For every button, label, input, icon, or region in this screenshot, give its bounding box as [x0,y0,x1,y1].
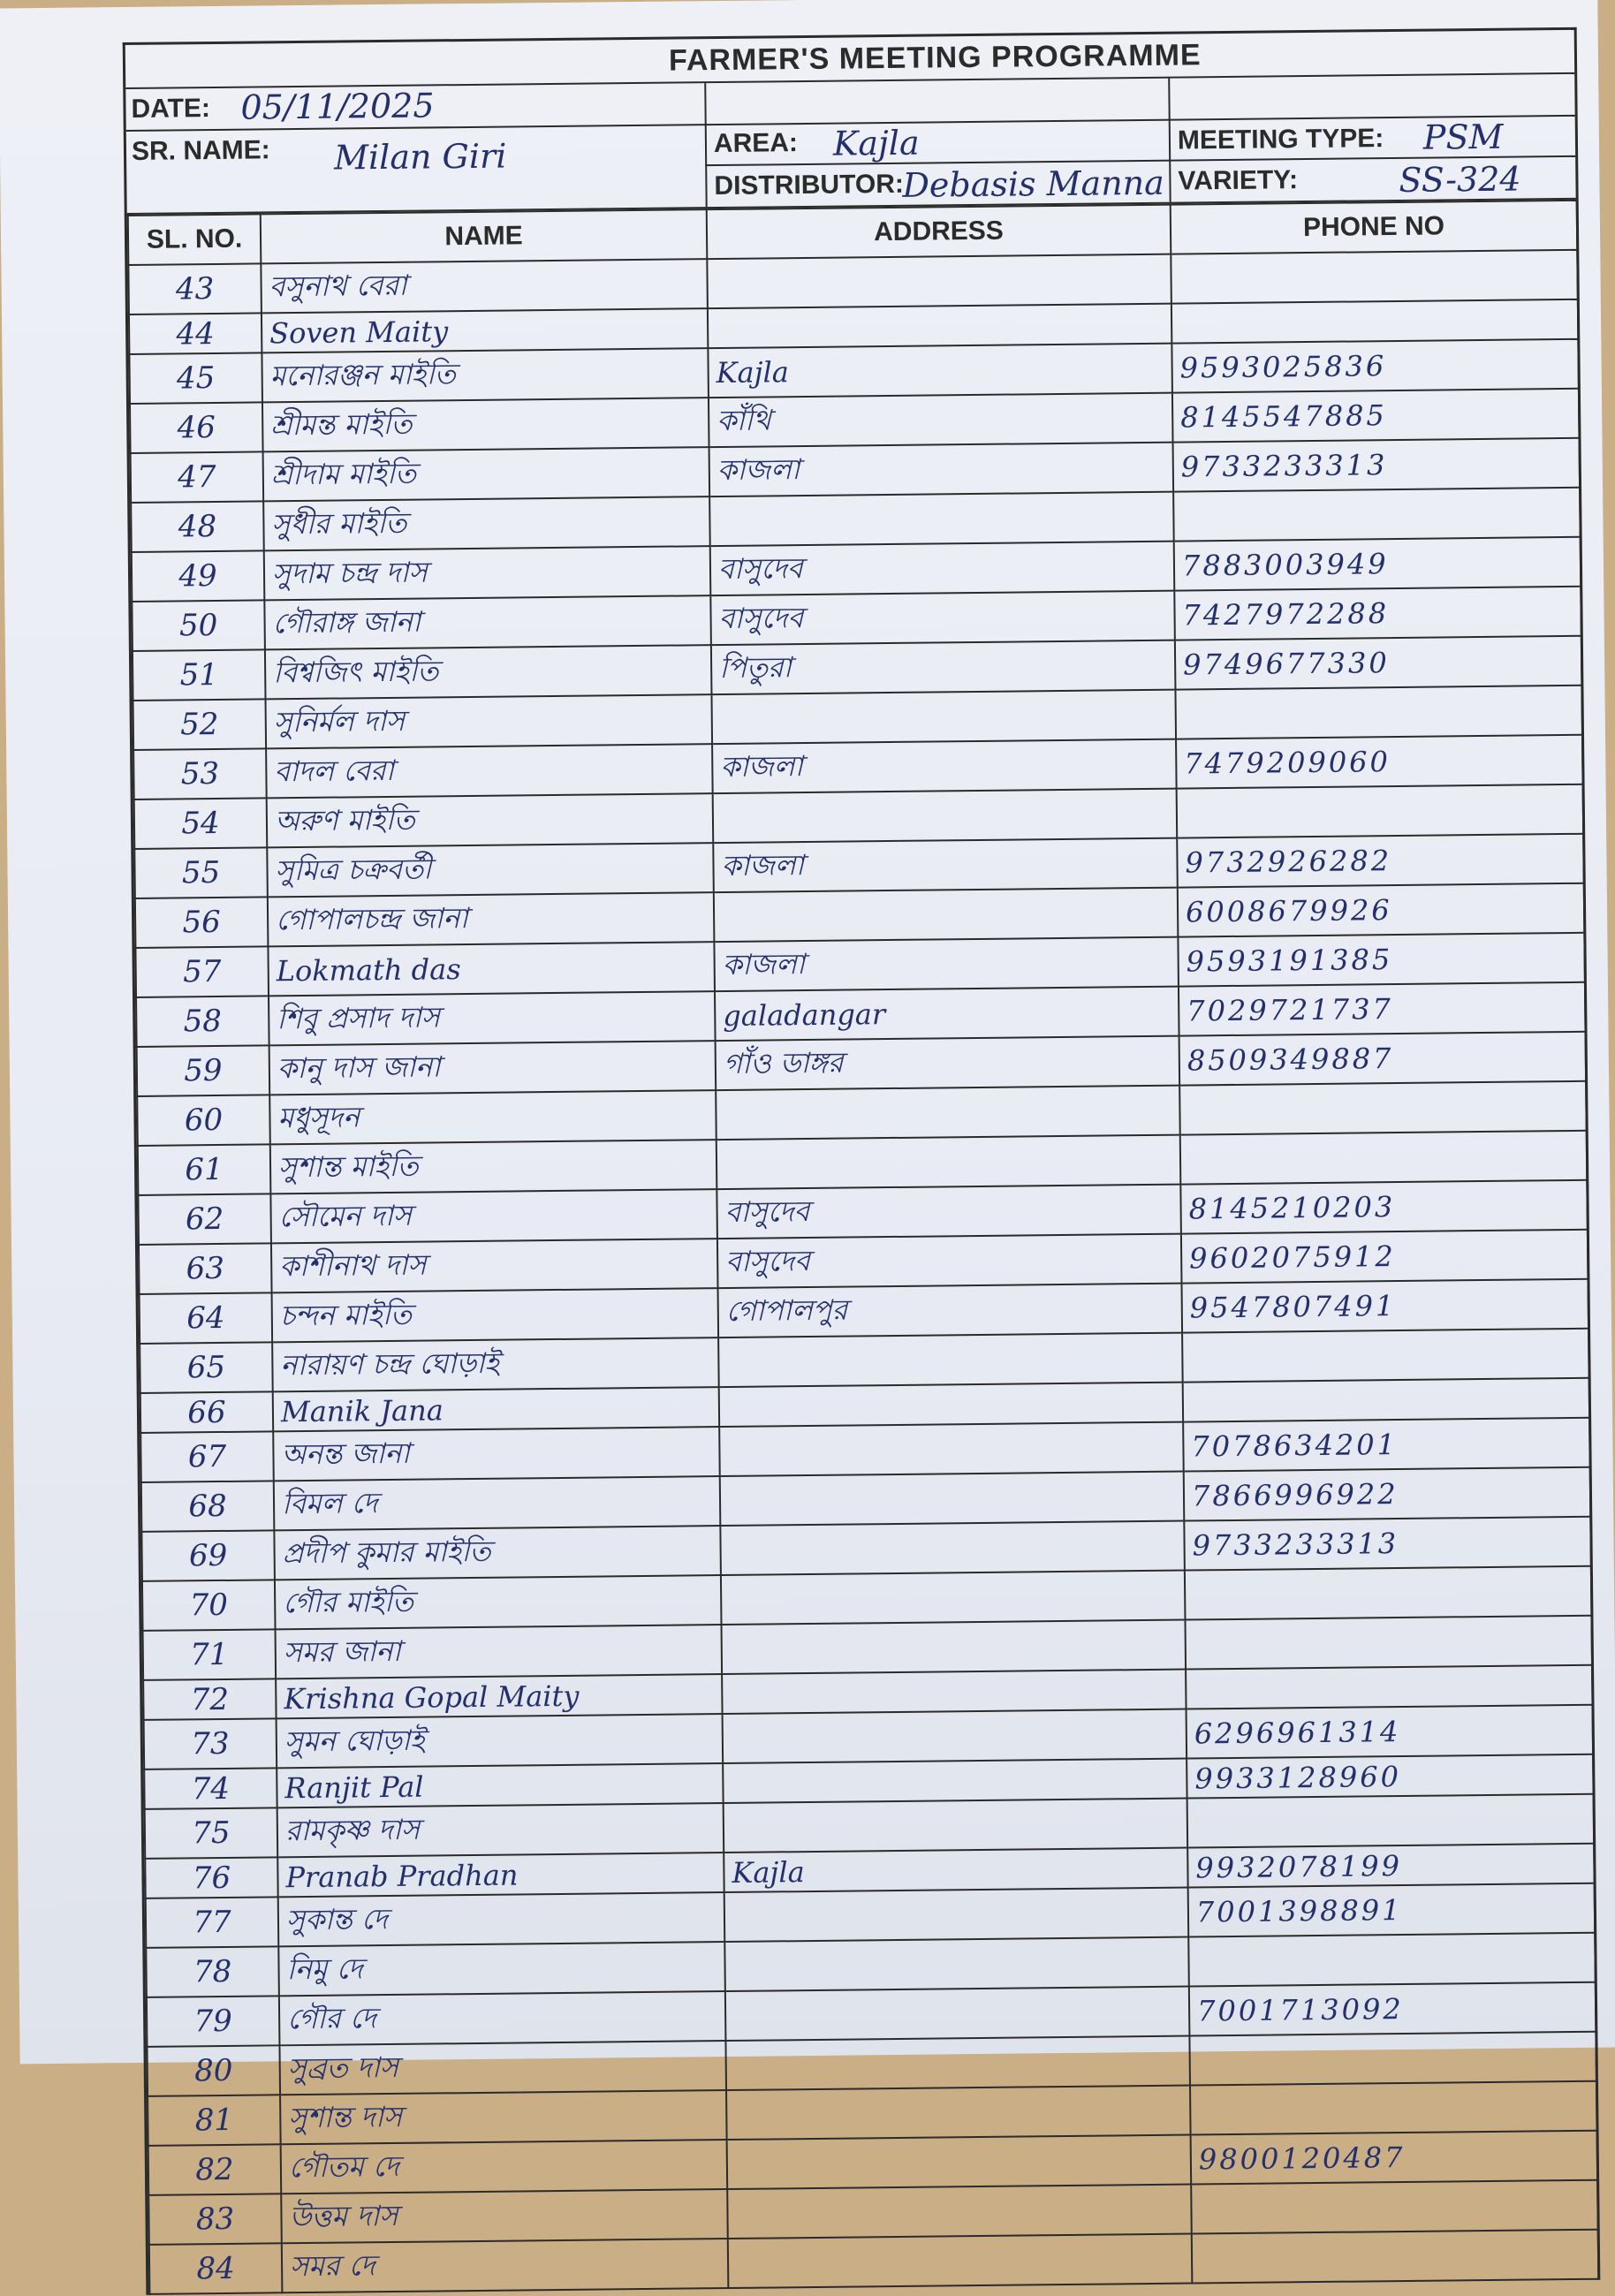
serial-number-cell: 52 [133,699,267,750]
farmer-name-cell: উত্তম দাস [281,2189,728,2243]
meeting-type-label: MEETING TYPE: [1177,124,1384,155]
phone-cell [1179,1081,1587,1135]
phone-cell [1190,2081,1597,2135]
farmer-name-cell: রামকৃষ্ণ দাস [277,1803,724,1857]
area-value: Kajla [832,123,920,163]
address-cell [716,1086,1180,1140]
phone-cell [1185,1616,1592,1670]
farmer-name-cell: গৌর মাইতি [275,1575,722,1629]
phone-cell: 9593025836 [1171,339,1579,393]
farmer-name-cell: সমর জানা [276,1625,723,1678]
farmer-name-cell: বিশ্বজিৎ মাইতি [265,645,712,699]
address-cell [720,1521,1185,1575]
farmer-name-cell: গোপালচন্দ্র জানা [268,892,715,946]
address-cell: কাজলা [712,739,1177,793]
farmer-name-cell: Lokmath das [268,942,715,996]
phone-cell: 7427972288 [1174,587,1581,640]
address-cell [709,492,1174,546]
address-cell: পিতুরা [711,640,1176,694]
address-cell [725,2036,1190,2090]
address-cell [719,1383,1183,1427]
farmer-name-cell: গৌর দে [279,1991,726,2045]
phone-cell: 8509349887 [1179,1032,1587,1086]
serial-number-cell: 66 [140,1391,273,1433]
phone-cell [1177,784,1584,838]
farmer-name-cell: সৌমেন দাস [270,1189,717,1243]
serial-number-cell: 56 [135,897,269,948]
address-cell: গোপালপুর [718,1284,1183,1337]
phone-cell: 9800120487 [1191,2131,1598,2185]
serial-number-cell: 51 [133,649,266,701]
variety-label: VARIETY: [1178,165,1299,196]
phone-cell: 9733233313 [1173,438,1581,492]
serial-number-cell: 72 [143,1678,276,1720]
serial-number-cell: 74 [144,1768,277,1809]
farmer-name-cell: কানু দাস জানা [269,1041,717,1095]
serial-number-cell: 60 [137,1095,270,1146]
farmer-name-cell: সুধীর মাইতি [263,496,710,550]
farmer-name-cell: অনন্ত জানা [273,1427,720,1481]
serial-number-cell: 54 [134,798,268,849]
farmer-name-cell: বসুনাথ বেরা [261,259,708,313]
farmer-name-cell: সুকান্ত দে [278,1892,725,1946]
address-cell: গাঁও ডাঙ্গর [716,1036,1180,1090]
phone-cell [1188,1933,1596,1987]
farmer-name-cell: কাশীনাথ দাস [271,1239,718,1292]
address-cell [719,1422,1184,1476]
serial-number-cell: 50 [132,600,265,651]
phone-cell: 9749677330 [1175,636,1582,690]
address-cell: কাজলা [709,443,1174,496]
serial-number-cell: 64 [140,1292,273,1344]
address-cell [714,888,1179,942]
address-cell [723,1709,1187,1763]
phone-cell [1189,2032,1596,2086]
serial-number-cell: 45 [129,352,262,404]
serial-number-cell: 43 [128,263,262,314]
phone-cell [1171,250,1578,304]
address-cell [713,789,1178,843]
farmer-name-cell: চন্দন মাইতি [272,1288,719,1342]
serial-number-cell: 69 [141,1530,275,1581]
phone-cell [1182,1329,1589,1383]
address-cell [728,2234,1193,2288]
farmer-name-cell: Pranab Pradhan [277,1853,724,1897]
phone-cell: 8145210203 [1180,1180,1588,1234]
address-cell [711,690,1176,744]
farmer-name-cell: Manik Jana [273,1387,719,1431]
serial-number-cell: 55 [134,847,268,898]
serial-number-cell: 83 [148,2194,282,2245]
address-cell [707,254,1171,308]
serial-number-cell: 46 [130,402,263,453]
serial-number-cell: 75 [145,1807,278,1859]
phone-cell [1186,1665,1592,1709]
serial-number-cell: 63 [139,1243,272,1294]
serial-number-cell: 65 [140,1342,273,1393]
meeting-form [123,27,1601,2295]
phone-cell [1185,1566,1592,1620]
serial-number-cell: 70 [142,1580,276,1631]
variety-value: SS-324 [1399,159,1521,200]
serial-number-cell: 57 [135,946,269,997]
address-cell [727,2185,1192,2239]
divider [704,83,707,207]
serial-number-cell: 76 [145,1857,277,1898]
address-cell [724,1937,1189,1991]
address-cell: কাঁথি [709,393,1173,447]
phone-cell: 7001398891 [1188,1883,1596,1937]
farmer-name-cell: মধুসূদন [269,1090,717,1144]
address-cell [718,1333,1183,1387]
farmer-name-cell: গৌতম দে [281,2140,728,2194]
phone-cell: 9593191385 [1178,933,1585,987]
address-cell: বাসুদেব [717,1234,1182,1288]
area-label: AREA: [713,128,799,159]
table-body [128,250,1598,2294]
farmer-name-cell: Krishna Gopal Maity [276,1674,722,1718]
farmer-name-cell: সুদাম চন্দ্র দাস [264,546,711,600]
serial-number-cell: 53 [133,748,267,799]
phone-cell: 7479209060 [1176,735,1583,789]
phone-cell [1173,488,1581,542]
address-cell [720,1472,1185,1526]
phone-cell [1180,1131,1588,1185]
farmer-name-cell: সুমন ঘোড়াই [277,1714,724,1768]
address-cell: বাসুদেব [710,591,1175,645]
phone-cell [1187,1794,1595,1848]
farmer-name-cell: প্রদীপ কুমার মাইতি [274,1526,721,1580]
farmer-name-cell: সুশান্ত মাইতি [270,1140,717,1193]
phone-cell [1171,299,1578,344]
phone-cell [1183,1378,1589,1422]
phone-cell: 8145547885 [1172,389,1580,443]
farmer-name-cell: নিমু দে [278,1942,725,1996]
phone-cell: 9932078199 [1187,1844,1594,1888]
meeting-type-value: PSM [1422,117,1504,157]
address-cell [724,1799,1188,1853]
farmer-name-cell: বাদল বেরা [266,744,713,798]
farmer-name-cell: নারায়ণ চন্দ্র ঘোড়াই [272,1337,719,1391]
serial-number-cell: 44 [129,313,262,354]
serial-number-cell: 62 [138,1193,271,1245]
serial-number-cell: 73 [144,1718,277,1769]
address-cell [723,1759,1187,1803]
serial-number-cell: 79 [147,1996,280,2047]
address-cell: কাজলা [714,937,1179,991]
form-title: FARMER'S MEETING PROGRAMME [668,37,1202,78]
phone-cell [1192,2230,1599,2284]
address-cell [724,1888,1189,1942]
header-name: NAME [261,209,708,263]
farmer-name-cell: গৌরাঙ্গ জানা [264,595,711,649]
address-cell [717,1135,1181,1189]
distributor-label: DISTRIBUTOR: [714,169,905,201]
phone-cell: 9733233313 [1184,1517,1591,1571]
serial-number-cell: 77 [146,1897,279,1948]
serial-number-cell: 47 [131,451,264,503]
phone-cell: 7029721737 [1179,982,1586,1036]
serial-number-cell: 81 [148,2095,281,2146]
farmer-name-cell: শ্রীমন্ত মাইতি [262,398,709,451]
phone-cell: 6008679926 [1178,883,1585,937]
serial-number-cell: 49 [132,550,265,602]
serial-number-cell: 80 [147,2045,280,2096]
address-cell: কাজলা [713,838,1178,892]
farmer-name-cell: বিমল দে [274,1476,721,1530]
serial-number-cell: 67 [140,1431,274,1482]
serial-number-cell: 48 [131,501,264,552]
farmer-name-cell: Soven Maity [262,308,708,352]
farmer-table [127,200,1600,2295]
sr-name-label: SR. NAME: [131,135,270,166]
phone-cell: 9547807491 [1181,1279,1588,1333]
sr-name-value: Milan Giri [333,136,507,178]
phone-cell: 7001713092 [1189,1982,1596,2036]
farmer-name-cell: শিবু প্রসাদ দাস [269,991,716,1045]
serial-number-cell: 68 [141,1481,275,1532]
serial-number-cell: 59 [137,1045,270,1096]
farmer-name-cell: শ্রীদাম মাইতি [263,447,710,501]
serial-number-cell: 84 [149,2243,283,2294]
farmer-name-cell: সুব্রত দাস [279,2041,726,2095]
header-phone: PHONE NO [1171,201,1578,254]
date-value: 05/11/2025 [240,86,435,127]
address-cell: galadangar [715,987,1179,1041]
serial-number-cell: 58 [136,996,269,1047]
address-cell [727,2135,1192,2189]
address-cell [726,2086,1191,2140]
farmer-name-cell: অরুণ মাইতি [267,793,714,847]
phone-cell: 9602075912 [1181,1230,1588,1284]
phone-cell: 7866996922 [1184,1467,1591,1521]
address-cell: Kajla [724,1848,1187,1892]
serial-number-cell: 61 [138,1144,271,1195]
address-cell [722,1620,1187,1674]
phone-cell: 9933128960 [1187,1754,1593,1799]
address-cell: বাসুদেব [710,542,1175,595]
form-header [125,74,1575,215]
phone-cell: 9732926282 [1177,834,1584,888]
phone-cell: 7883003949 [1174,537,1581,591]
date-label: DATE: [131,94,211,124]
farmer-name-cell: Ranjit Pal [277,1763,723,1807]
serial-number-cell: 82 [148,2144,282,2195]
address-cell: Kajla [708,344,1172,398]
serial-number-cell: 71 [143,1629,277,1680]
farmer-name-cell: সুনির্মল দাস [266,694,713,748]
phone-cell [1175,686,1582,739]
farmer-name-cell: সুমিত্র চক্রবর্তী [267,843,714,897]
phone-cell: 7078634201 [1183,1418,1590,1472]
header-sl-no: SL. NO. [128,214,262,265]
farmer-name-cell: সমর দে [282,2239,729,2292]
address-cell [708,304,1171,348]
phone-cell [1191,2180,1598,2234]
address-cell [721,1571,1186,1625]
address-cell: বাসুদেব [717,1185,1181,1239]
distributor-value: Debasis Manna [902,163,1165,205]
header-address: ADDRESS [707,205,1171,259]
divider [1168,79,1171,202]
farmer-name-cell: মনোরঞ্জন মাইতি [262,348,709,402]
address-cell [722,1670,1186,1714]
serial-number-cell: 78 [146,1946,279,1997]
farmer-name-cell: সুশান্ত দাস [280,2090,727,2144]
address-cell [725,1987,1190,2041]
phone-cell: 6296961314 [1187,1705,1594,1759]
